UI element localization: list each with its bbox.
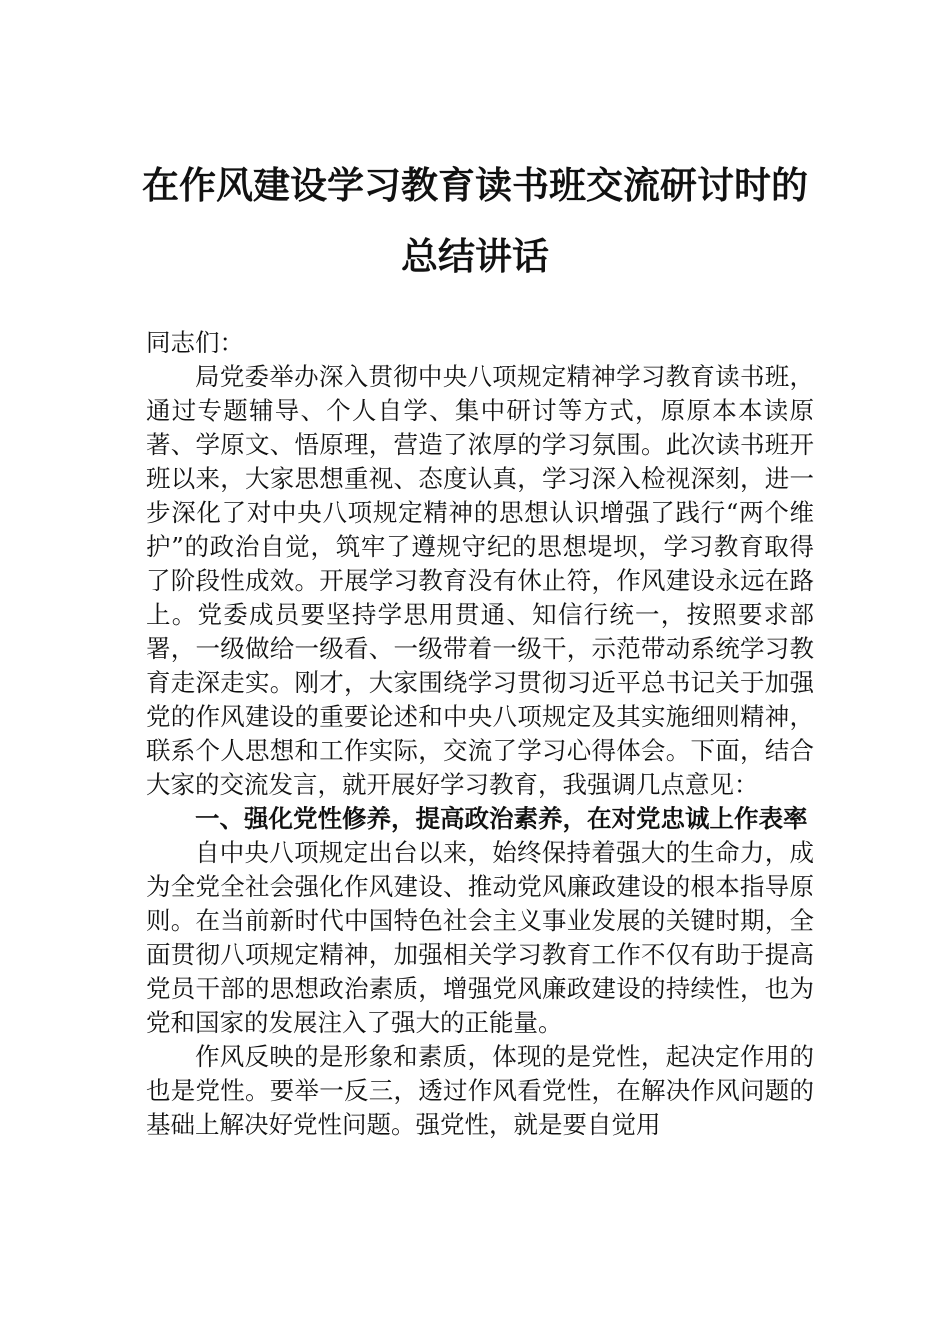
document-title-line-2: 总结讲话 bbox=[401, 234, 549, 278]
paragraph-intro: 局党委举办深入贯彻中央八项规定精神学习教育读书班，通过专题辅导、个人自学、集中研讨等方式，原原本本读原著、学原文、悟原理，营造了浓厚的学习氛围。此次读书班开班以来，大家思想重视、态度认真，学习深入检视深刻，进一步深化了对中央八项规定精神的思想认识增强了践行“两个维护”的政治自觉，筑牢了遵规守纪的思想堤坝，学习教育取得了阶段性成效。开展学习教育没有休止符，作风建设永远在路上。党委成员要坚持学思用贯通、知信行统一，按照要求部署，一级做给一级看、一级带着一级干，示范带动系统学习教育走深走实。刚才，大家围绕学习贯彻习近平总书记关于加强党的作风建设的重要论述和中央八项规定及其实施细则精神，联系个人思想和工作实际，交流了学习心得体会。下面，结合大家的交流发言，就开展好学习教育，我强调几点意见： bbox=[146, 362, 814, 799]
salutation: 同志们： bbox=[146, 328, 244, 357]
paragraph-section1-b: 作风反映的是形象和素质，体现的是党性，起决定作用的也是党性。要举一反三，透过作风看党性，在解决作风问题的基础上解决好党性问题。强党性，就是要自觉用 bbox=[146, 1042, 814, 1139]
section-heading-1: 一、强化党性修养，提高政治素养，在对党忠诚上作表率 bbox=[195, 804, 808, 833]
document-title-line-1: 在作风建设学习教育读书班交流研讨时的 bbox=[142, 163, 808, 207]
paragraph-section1-a: 自中央八项规定出台以来，始终保持着强大的生命力，成为全党全社会强化作风建设、推动党风廉政建设的根本指导原则。在当前新时代中国特色社会主义事业发展的关键时期，全面贯彻八项规定精神，加强相关学习教育工作不仅有助于提高党员干部的思想政治素质，增强党风廉政建设的持续性，也为党和国家的发展注入了强大的正能量。 bbox=[146, 838, 814, 1037]
document-body bbox=[146, 326, 814, 1142]
